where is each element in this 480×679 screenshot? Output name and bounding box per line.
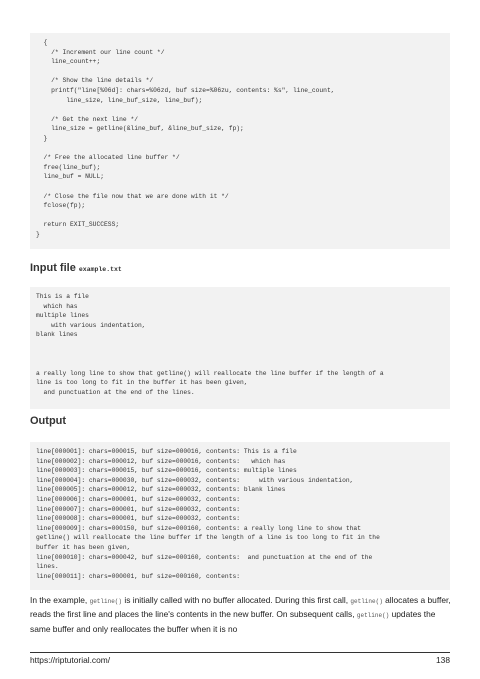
paragraph-text-1: In the example, (30, 595, 90, 605)
code-line: line[000006]: chars=000001, buf size=000032, contents: (36, 495, 241, 503)
code-line (36, 144, 444, 154)
code-line: line_buf = NULL; (36, 173, 105, 181)
code-line: return EXIT_SUCCESS; (36, 221, 120, 229)
code-line: line[000002]: chars=000012, buf size=000016, contents: which has (36, 457, 286, 465)
code-line: line[000004]: chars=000030, buf size=000032, contents: with various indentation, (36, 476, 354, 484)
code-line: line[000009]: chars=000150, buf size=000160, contents: a really long line to show that (36, 524, 361, 532)
code-block-input-file (30, 287, 450, 409)
code-line: { (36, 39, 48, 46)
code-line: line_size = getline(&line_buf, &line_buf_size, fp); (36, 125, 244, 133)
code-line: and punctuation at the end of the lines. (36, 388, 195, 396)
code-line: with various indentation, (36, 321, 146, 329)
code-block-source (30, 33, 450, 249)
code-line: buffer it has been given, (36, 543, 131, 551)
code-line: multiple lines (36, 312, 89, 320)
inline-code-getline-2: getline() (350, 598, 383, 605)
code-line: line[000003]: chars=000015, buf size=000016, contents: multiple lines (36, 467, 297, 475)
code-line: line[000011]: chars=000001, buf size=000160, contents: (36, 572, 241, 580)
code-line: getline() will reallocate the line buffer if the length of a line is too long to fit in the (36, 534, 380, 542)
code-line: blank lines (36, 331, 78, 339)
code-line: lines. (36, 563, 59, 571)
input-heading-filename: example.txt (78, 266, 122, 273)
explanation-paragraph (30, 594, 454, 635)
code-line: /* Increment our line count */ (36, 48, 165, 56)
input-heading-text: Input file (30, 262, 76, 274)
code-line: line_count++; (36, 58, 101, 66)
output-heading: Output (30, 415, 67, 427)
code-line (36, 340, 444, 350)
code-line: free(line_buf); (36, 163, 101, 171)
inline-code-getline-1: getline() (89, 598, 122, 605)
code-line: /* Free the allocated line buffer */ (36, 154, 180, 162)
code-line: /* Show the line details */ (36, 77, 154, 85)
paragraph-text-3: allocates a buffer, reads the first line and places the line's contents in the new buffer. On subsequent calls, (30, 595, 451, 620)
code-line (36, 350, 444, 360)
code-line (36, 105, 444, 115)
code-line: fclose(fp); (36, 202, 86, 210)
code-line: line[000005]: chars=000012, buf size=000032, contents: blank lines (36, 486, 286, 494)
paragraph-text-4: updates the same buffer and only reallocates the buffer when it is no (30, 609, 436, 634)
paragraph-text-2: is initially called with no buffer allocated. During this first call, (122, 595, 351, 605)
code-line (36, 182, 444, 192)
code-line: /* Close the file now that we are done with it */ (36, 192, 229, 200)
code-line (36, 359, 444, 369)
code-line: line[000010]: chars=000042, buf size=000160, contents: and punctuation at the end of the (36, 553, 373, 561)
code-line (36, 398, 444, 408)
code-line: printf("line[%06d]: chars=%06zd, buf size=%06zu, contents: %s", line_count, (36, 86, 335, 94)
code-line: line_size, line_buf_size, line_buf); (36, 96, 203, 104)
footer-divider (30, 652, 450, 653)
code-line: line[000001]: chars=000015, buf size=000016, contents: This is a file (36, 448, 297, 455)
code-line: line[000008]: chars=000001, buf size=000032, contents: (36, 515, 241, 523)
footer-url-link[interactable]: https://riptutorial.com/ (30, 655, 111, 665)
code-line (36, 67, 444, 77)
code-line: } (36, 134, 48, 142)
input-file-heading (30, 262, 122, 274)
code-line: a really long line to show that getline() will reallocate the line buffer if the length of a (36, 369, 384, 377)
inline-code-getline-3: getline() (356, 612, 390, 620)
code-line: } (36, 230, 40, 238)
code-line: which has (36, 302, 78, 310)
code-block-output (30, 442, 450, 590)
code-line: line is too long to fit in the buffer it has been given, (36, 379, 248, 387)
code-line: This is a file (36, 293, 89, 300)
code-line: line[000007]: chars=000001, buf size=000032, contents: (36, 505, 241, 513)
code-line (36, 211, 444, 221)
code-line: /* Get the next line */ (36, 115, 139, 123)
footer-page-number: 138 (436, 655, 450, 665)
